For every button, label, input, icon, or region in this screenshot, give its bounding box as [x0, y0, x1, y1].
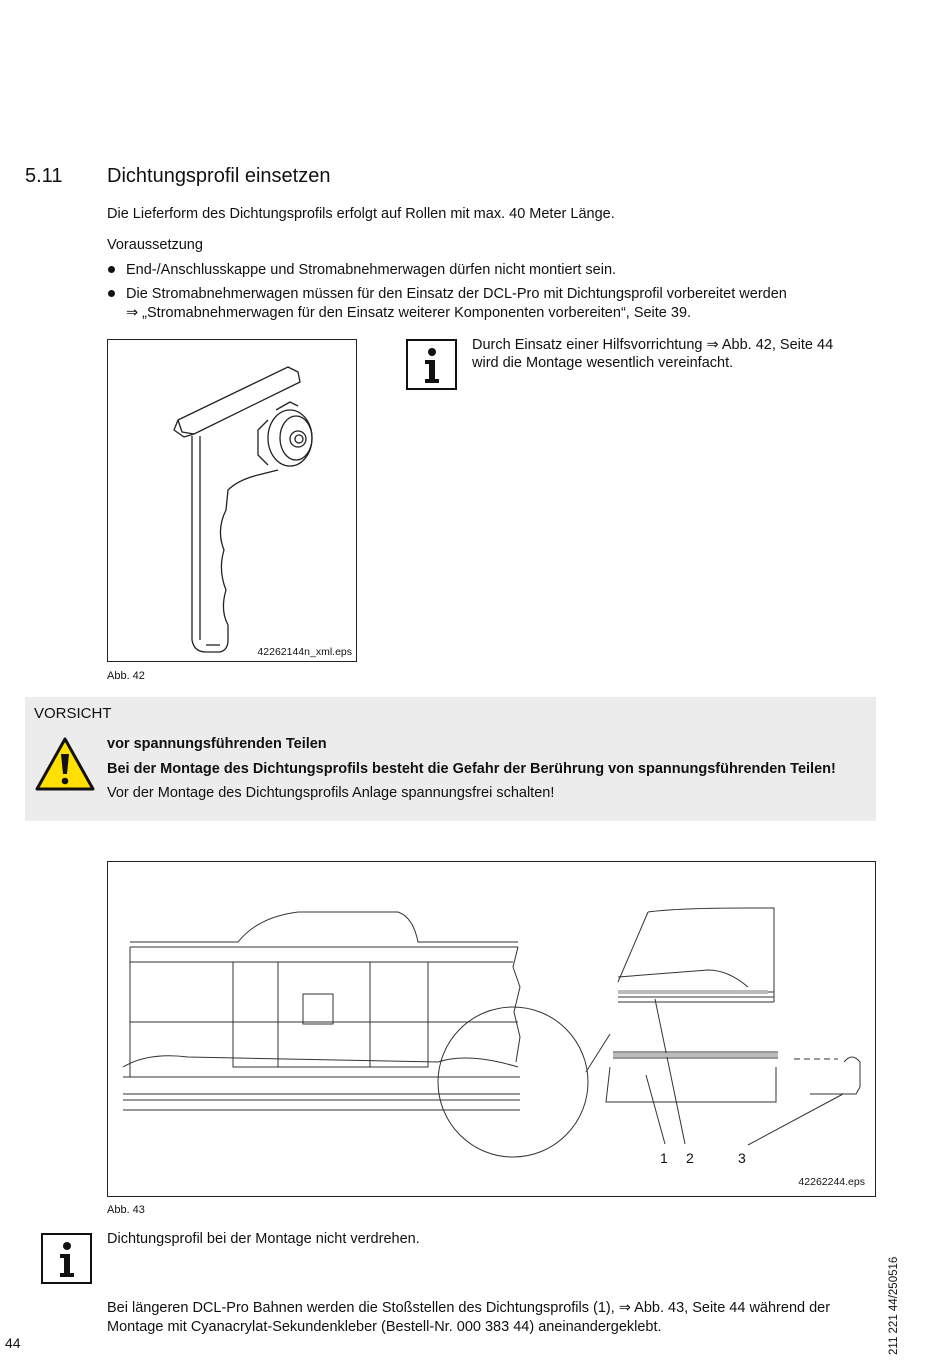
info-text-line-2: wird die Montage wesentlich vereinfacht. [472, 355, 734, 371]
page-number: 44 [5, 1335, 21, 1351]
section-number: 5.11 [25, 165, 63, 187]
figure-43 [107, 861, 876, 1197]
figure-42 [107, 339, 357, 662]
figure-42-caption: Abb. 42 [107, 670, 145, 682]
callout-label-1: 1 [660, 1150, 668, 1166]
bullet-icon [108, 266, 115, 273]
section-title: Dichtungsprofil einsetzen [107, 165, 331, 187]
figure-42-filename: 42262144n_xml.eps [257, 646, 352, 658]
bullet-2: Die Stromabnehmerwagen müssen für den Einsatz der DCL-Pro mit Dichtungsprofil vorbereitet werden [126, 286, 787, 302]
figure-43-caption: Abb. 43 [107, 1204, 145, 1216]
info-text-line-1: Durch Einsatz einer Hilfsvorrichtung ⇒ Abb. 42, Seite 44 [472, 337, 834, 353]
caution-danger-text: Bei der Montage des Dichtungsprofils besteht die Gefahr der Berührung von spannungsführenden Teilen! [107, 761, 836, 777]
warning-triangle-icon [34, 736, 96, 792]
info-2-text: Dichtungsprofil bei der Montage nicht verdrehen. [107, 1231, 420, 1247]
closing-line-1: Bei längeren DCL-Pro Bahnen werden die Stoßstellen des Dichtungsprofils (1), ⇒ Abb. 43, Seite 44 während der [107, 1300, 831, 1316]
caution-label: VORSICHT [34, 705, 112, 722]
figure-43-filename: 42262244.eps [798, 1176, 865, 1188]
document-code: 211 221 44/250516 [888, 1256, 900, 1355]
intro-text: Die Lieferform des Dichtungsprofils erfolgt auf Rollen mit max. 40 Meter Länge. [107, 206, 615, 222]
caution-action-text: Vor der Montage des Dichtungsprofils Anlage spannungsfrei schalten! [107, 785, 555, 801]
prerequisite-heading: Voraussetzung [107, 237, 203, 253]
mounting-tool-drawing [108, 340, 356, 661]
closing-line-2: Montage mit Cyanacrylat-Sekundenkleber (Bestell-Nr. 000 383 44) aneinandergeklebt. [107, 1319, 662, 1335]
caution-box [25, 697, 876, 821]
bullet-1: End-/Anschlusskappe und Stromabnehmerwagen dürfen nicht montiert sein. [126, 262, 617, 278]
bullet-2-reference: ⇒ „Stromabnehmerwagen für den Einsatz weiterer Komponenten vorbereiten“, Seite 39. [126, 305, 692, 321]
caution-title: vor spannungsführenden Teilen [107, 736, 327, 752]
callout-label-3: 3 [738, 1150, 746, 1166]
callout-label-2: 2 [686, 1150, 694, 1166]
bullet-icon [108, 290, 115, 297]
seal-profile-drawing [108, 862, 875, 1196]
info-icon [406, 339, 457, 390]
info-icon [41, 1233, 92, 1284]
